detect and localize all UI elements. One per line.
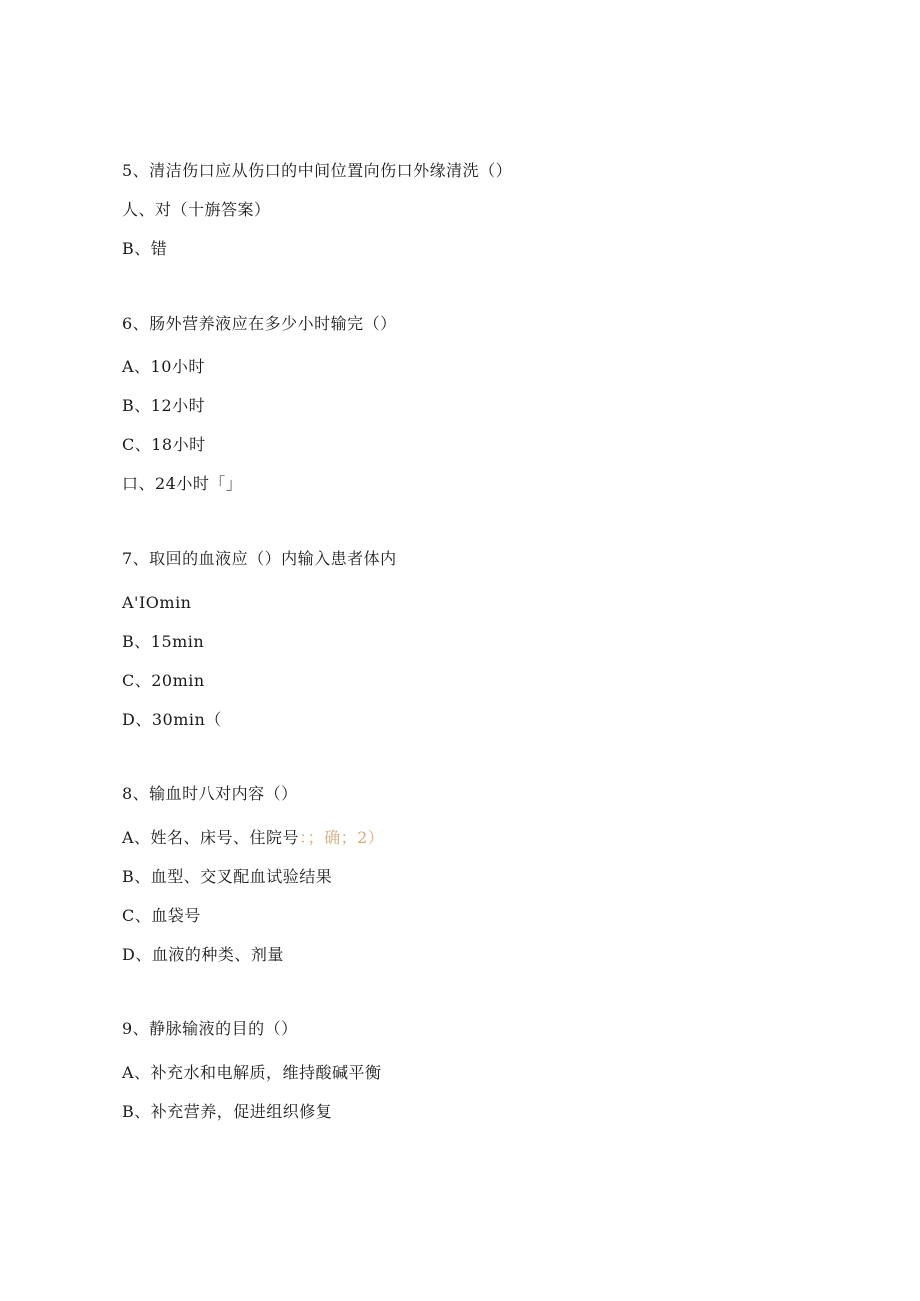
question-8-option-a-row <box>122 828 384 848</box>
question-7-option-b: B、15min <box>122 632 205 651</box>
question-8-option-c: C、血袋号 <box>122 906 201 925</box>
question-6-option-d: 口、24小时「」 <box>122 474 243 493</box>
faint-annotation: ：；确；2） <box>299 828 385 847</box>
question-7-option-a: A'IOmin <box>122 593 192 612</box>
question-7-option-c: C、20min <box>122 671 205 690</box>
question-9-option-a: A、补充水和电解质，维持酸碱平衡 <box>122 1063 382 1082</box>
question-5-option-b: B、错 <box>122 239 168 258</box>
question-8-option-a: A、姓名、床号、住院号 <box>122 828 300 847</box>
question-6-stem: 6、肠外营养液应在多少小时输完（） <box>122 314 397 333</box>
question-6-option-b: B、12小时 <box>122 396 206 415</box>
question-9-option-b: B、补充营养，促进组织修复 <box>122 1102 333 1121</box>
question-8-stem: 8、输血时八对内容（） <box>122 784 298 803</box>
question-8-option-b: B、血型、交叉配血试验结果 <box>122 867 333 886</box>
question-9-stem: 9、静脉输液的目的（） <box>122 1019 298 1038</box>
question-8-option-d: D、血液的种类、剂量 <box>122 945 284 964</box>
question-6-option-c: C、18小时 <box>122 435 206 454</box>
question-6-option-a: A、10小时 <box>122 357 205 376</box>
question-5-stem: 5、清洁伤口应从伤口的中间位置向伤口外缘清洗（） <box>122 161 513 180</box>
question-7-option-d: D、30min（ <box>122 710 222 729</box>
question-5-option-a: 人、对（十旃答案） <box>122 200 271 219</box>
question-7-stem: 7、取回的血液应（）内输入患者体内 <box>122 549 397 568</box>
